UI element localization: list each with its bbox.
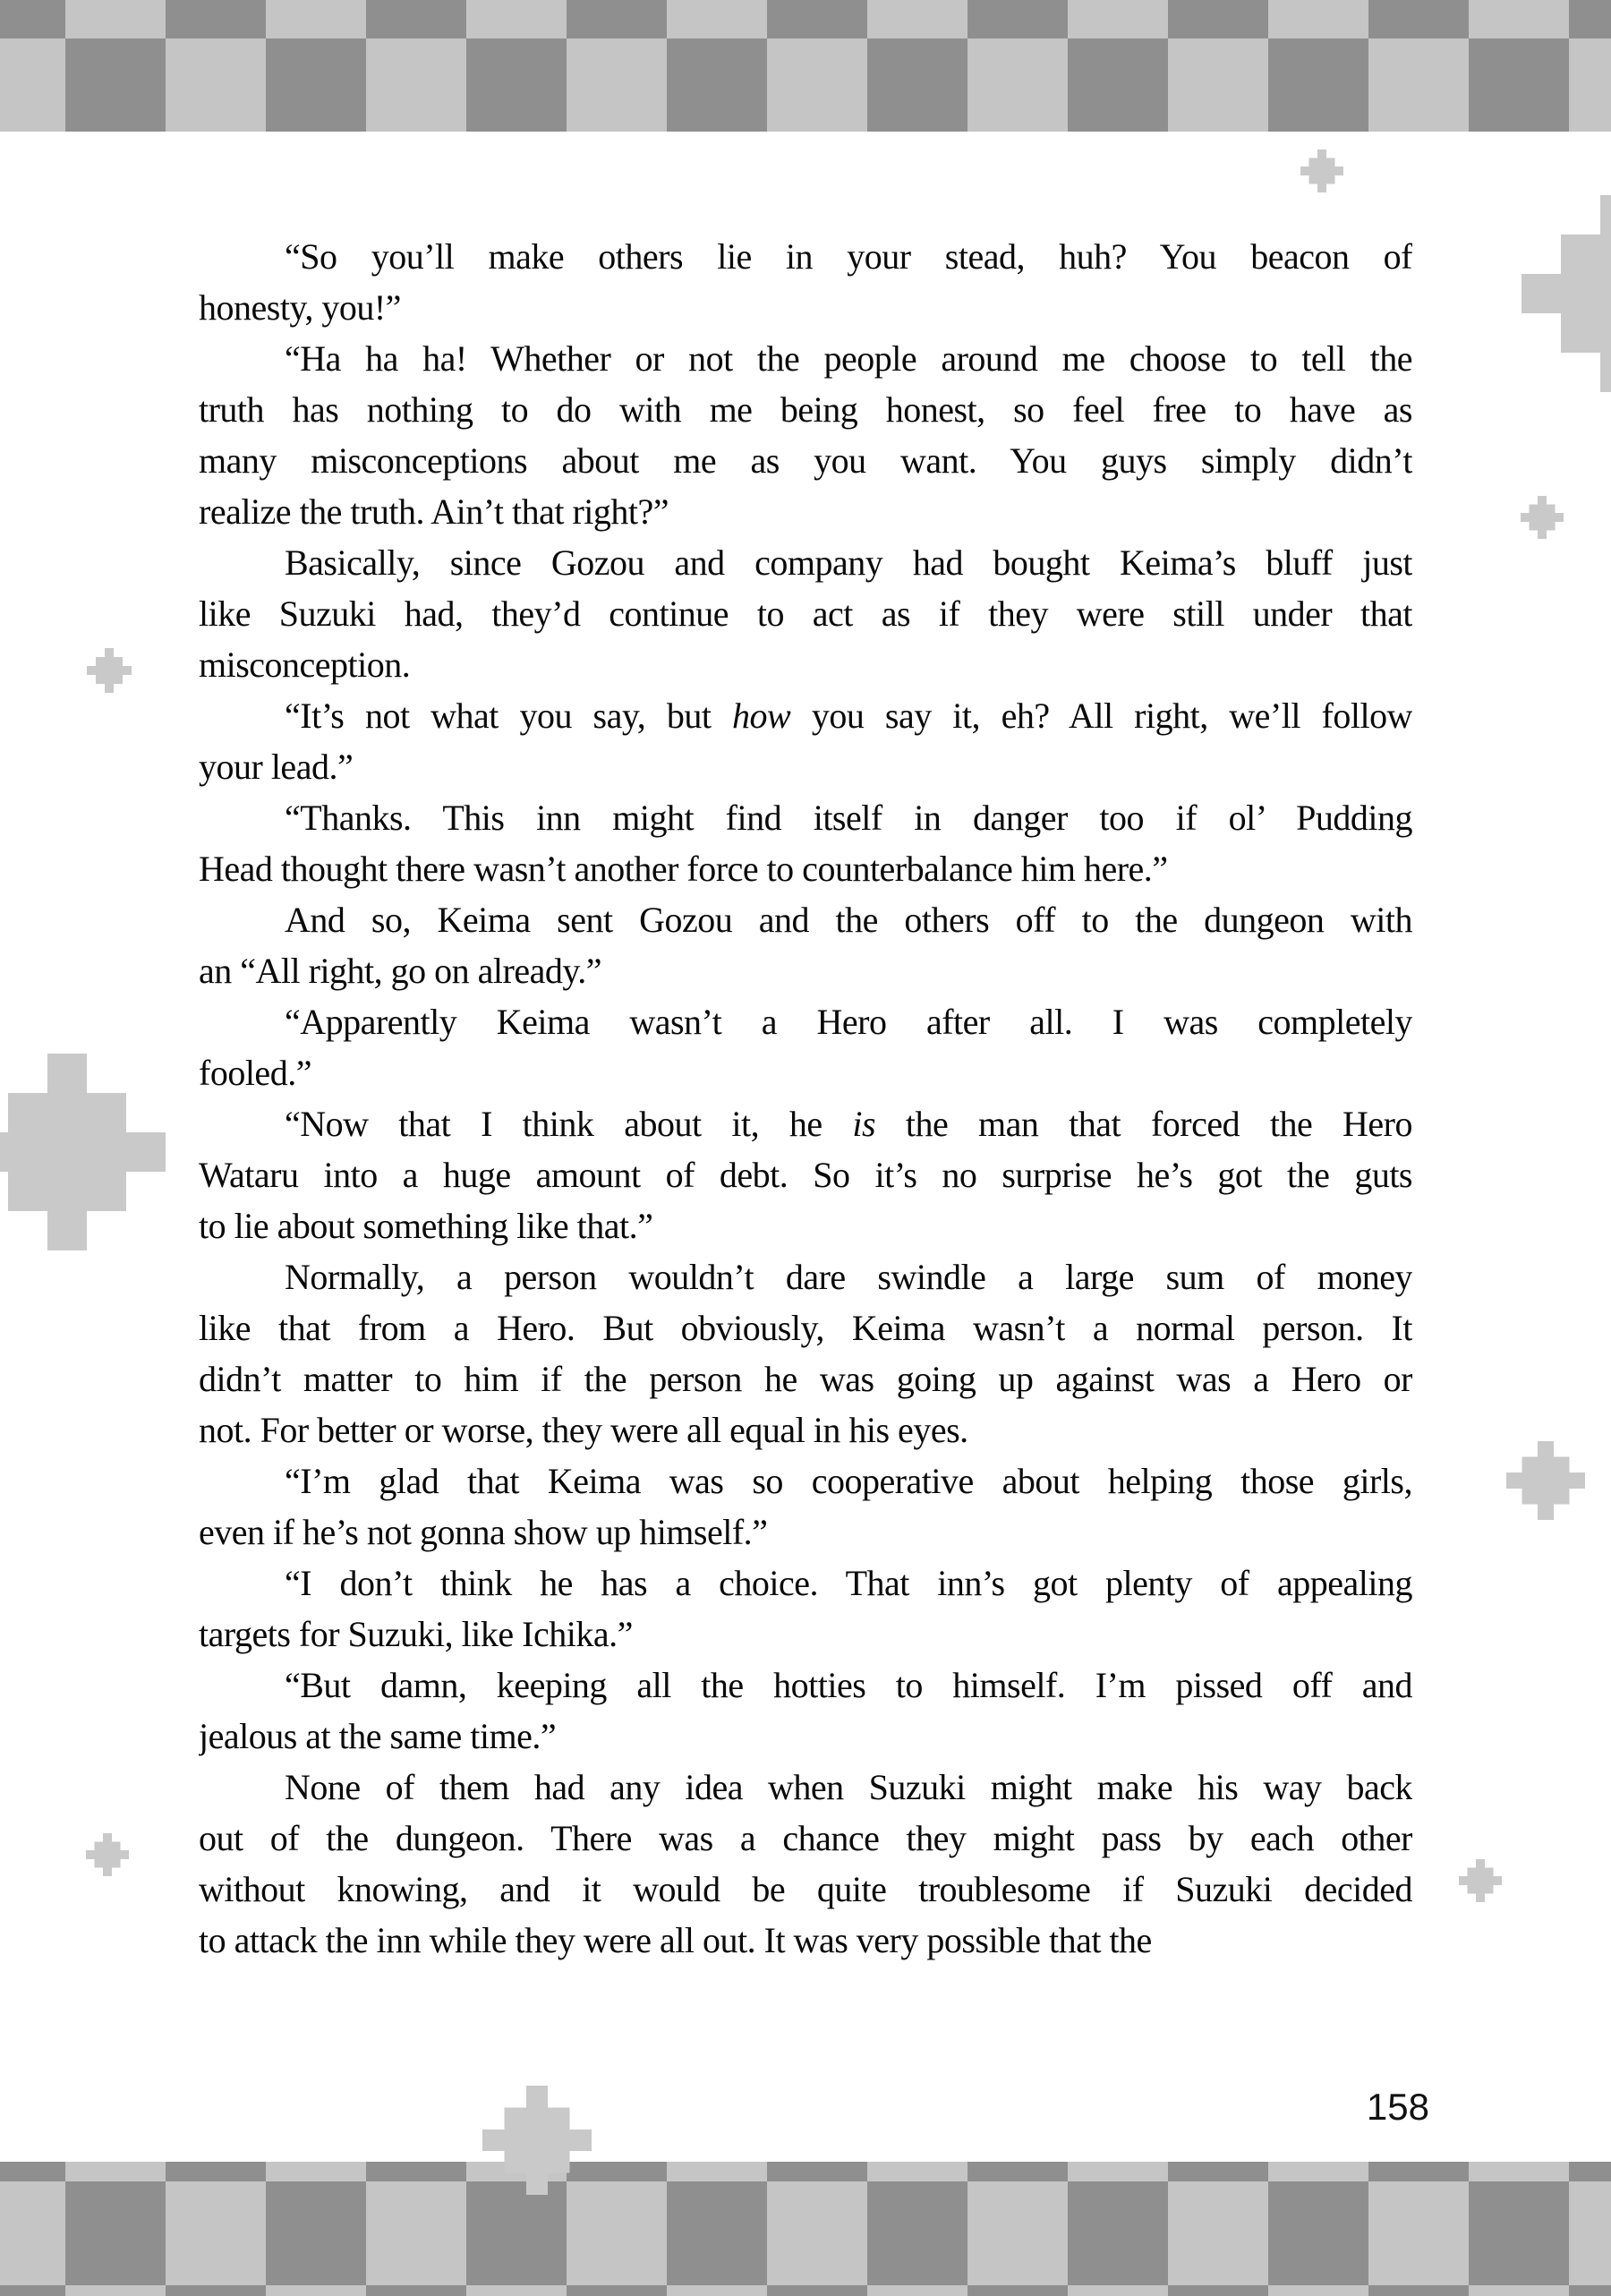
text-line: targets for Suzuki, like Ichika.” [199, 1614, 633, 1654]
bottom-border-checker-pattern [0, 2162, 1611, 2296]
text-line: “I don’t think he has a choice. That inn’s got plenty of appealing [285, 1563, 1412, 1603]
text-line: fooled.” [199, 1053, 311, 1093]
text-line: None of them had any idea when Suzuki might make his way back [285, 1767, 1412, 1807]
plus-left-upper-icon [87, 648, 132, 693]
page-number: 158 [1366, 2086, 1429, 2128]
text-line: out of the dungeon. There was a chance they might pass by each other [199, 1818, 1412, 1858]
text-line: Normally, a person wouldn’t dare swindle a large sum of money [285, 1257, 1412, 1297]
checker-row [0, 2181, 1611, 2285]
checker-row [0, 2162, 1611, 2181]
text-line: many misconceptions about me as you want. You guys simply didn’t [199, 440, 1412, 481]
text-line: “Now that I think about it, he is the man that forced the Hero [285, 1104, 1412, 1144]
body-text [199, 231, 1412, 1966]
text-line: “I’m glad that Keima was so cooperative about helping those girls, [285, 1461, 1412, 1501]
plus-right-upper-icon [1521, 496, 1564, 539]
text-line: And so, Keima sent Gozou and the others off to the dungeon with [285, 900, 1412, 940]
text-line: even if he’s not gonna show up himself.” [199, 1512, 768, 1552]
text-line: “It’s not what you say, but how you say it, eh? All right, we’ll follow [285, 696, 1412, 736]
text-line: honesty, you!” [199, 287, 401, 328]
text-line: didn’t matter to him if the person he was going up against was a Hero or [199, 1359, 1412, 1399]
checker-row [0, 2285, 1611, 2296]
plus-top-right-icon [1300, 149, 1343, 192]
text-line: “So you’ll make others lie in your stead, huh? You beacon of [285, 236, 1412, 277]
text-line: jealous at the same time.” [199, 1716, 557, 1756]
text-line: “But damn, keeping all the hotties to himself. I’m pissed off and [285, 1665, 1412, 1705]
text-line: Head thought there wasn’t another force to counterbalance him here.” [199, 849, 1168, 889]
text-line: to lie about something like that.” [199, 1206, 653, 1246]
checker-row [0, 38, 1611, 132]
plus-left-lower-icon [86, 1833, 129, 1876]
text-line: misconception. [199, 644, 411, 685]
top-border-checker-pattern [0, 0, 1611, 132]
text-line: like Suzuki had, they’d continue to act as if they were still under that [199, 593, 1412, 634]
text-line: to attack the inn while they were all out. It was very possible that the [199, 1920, 1152, 1960]
plus-left-large-icon [0, 1054, 166, 1250]
text-line: “Thanks. This inn might find itself in danger too if ol’ Pudding [285, 798, 1412, 838]
text-line: “Apparently Keima wasn’t a Hero after all. I was completely [285, 1002, 1412, 1042]
plus-right-edge-large-icon [1522, 195, 1611, 392]
text-line: truth has nothing to do with me being honest, so feel free to have as [199, 389, 1412, 430]
text-line: “Ha ha ha! Whether or not the people around me choose to tell the [285, 338, 1412, 379]
plus-right-lower-icon [1459, 1859, 1502, 1902]
text-line: not. For better or worse, they were all equal in his eyes. [199, 1410, 968, 1450]
plus-bottom-center-icon [482, 2086, 592, 2195]
text-line: without knowing, and it would be quite troublesome if Suzuki decided [199, 1869, 1412, 1909]
text-line: Wataru into a huge amount of debt. So it’s no surprise he’s got the guts [199, 1155, 1412, 1195]
plus-right-middle-icon [1506, 1441, 1585, 1520]
text-line: realize the truth. Ain’t that right?” [199, 491, 669, 532]
text-line: Basically, since Gozou and company had bought Keima’s bluff just [285, 542, 1412, 583]
checker-row [0, 0, 1611, 38]
text-line: like that from a Hero. But obviously, Keima wasn’t a normal person. It [199, 1308, 1412, 1348]
text-line: an “All right, go on already.” [199, 951, 602, 991]
text-line: your lead.” [199, 747, 354, 787]
